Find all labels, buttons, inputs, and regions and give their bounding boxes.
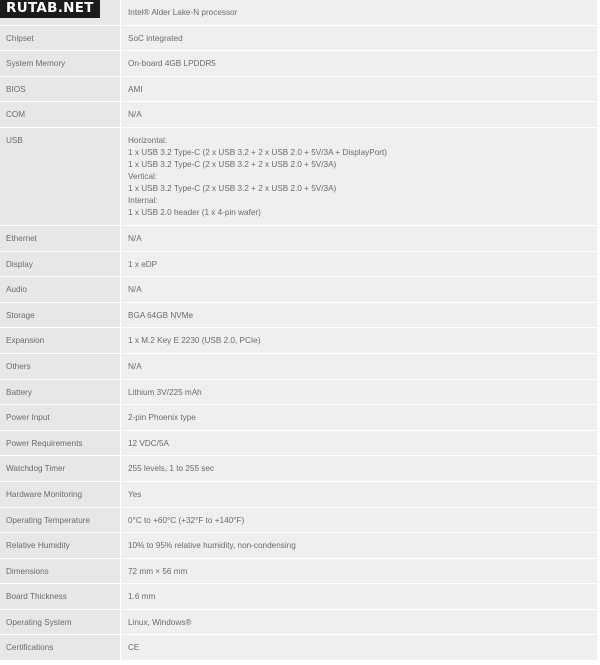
spec-value-line: N/A <box>128 110 142 120</box>
spec-value <box>121 77 598 103</box>
spec-label: Hardware Monitoring <box>0 482 121 508</box>
spec-value-line: Horizontal: <box>128 135 168 145</box>
spec-value <box>121 26 598 52</box>
spec-value <box>121 303 598 329</box>
spec-value-line: 1 x USB 2.0 header (1 x 4-pin wafer) <box>128 207 261 217</box>
spec-label: COM <box>0 102 121 128</box>
spec-label: Storage <box>0 303 121 329</box>
spec-row <box>0 26 598 52</box>
spec-label: System Memory <box>0 51 121 77</box>
spec-label: Battery <box>0 380 121 406</box>
spec-value <box>121 610 598 636</box>
spec-value-line: 0°C to +60°C (+32°F to +140°F) <box>128 515 245 525</box>
spec-value <box>121 482 598 508</box>
spec-value-line: Linux, Windows® <box>128 617 192 627</box>
spec-value <box>121 456 598 482</box>
spec-row <box>0 128 598 226</box>
spec-value <box>121 508 598 534</box>
spec-label: Expansion <box>0 328 121 354</box>
spec-row <box>0 584 598 610</box>
spec-value-line: Internal: <box>128 195 158 205</box>
spec-value <box>121 277 598 303</box>
spec-value-line: Yes <box>128 489 142 499</box>
spec-row <box>0 482 598 508</box>
spec-label: Power Requirements <box>0 431 121 457</box>
spec-row <box>0 303 598 329</box>
spec-row <box>0 508 598 534</box>
spec-label: Relative Humidity <box>0 533 121 559</box>
spec-value <box>121 128 598 226</box>
spec-label: Dimensions <box>0 559 121 585</box>
spec-value-line: 10% to 95% relative humidity, non-condensing <box>128 541 296 551</box>
spec-value-line: 1 x USB 3.2 Type-C (2 x USB 3.2 + 2 x USB 2.0 + 5V/3A + DisplayPort) <box>128 147 388 157</box>
spec-value-line: N/A <box>128 361 142 371</box>
spec-value-line: SoC integrated <box>128 33 183 43</box>
spec-value-line: BGA 64GB NVMe <box>128 310 194 320</box>
spec-row <box>0 610 598 636</box>
spec-value-line: AMI <box>128 84 143 94</box>
spec-value-line: N/A <box>128 233 142 243</box>
spec-row <box>0 431 598 457</box>
spec-value <box>121 0 598 26</box>
spec-row <box>0 102 598 128</box>
spec-label: BIOS <box>0 77 121 103</box>
spec-value <box>121 102 598 128</box>
spec-value-line: On-board 4GB LPDDR5 <box>128 59 216 69</box>
spec-value <box>121 252 598 278</box>
spec-label: USB <box>0 128 121 226</box>
spec-label: Ethernet <box>0 226 121 252</box>
spec-value-line: 1.6 mm <box>128 592 156 602</box>
spec-value <box>121 584 598 610</box>
spec-value <box>121 380 598 406</box>
spec-row <box>0 328 598 354</box>
spec-row <box>0 252 598 278</box>
spec-value <box>121 328 598 354</box>
spec-label: Certifications <box>0 635 121 661</box>
spec-row <box>0 559 598 585</box>
spec-value-line: 1 x M.2 Key E 2230 (USB 2.0, PCIe) <box>128 336 261 346</box>
spec-label: Power Input <box>0 405 121 431</box>
spec-row <box>0 226 598 252</box>
spec-row <box>0 277 598 303</box>
spec-value-line: 1 x eDP <box>128 259 158 269</box>
spec-value-line: Vertical: <box>128 171 158 181</box>
spec-label: Display <box>0 252 121 278</box>
spec-value <box>121 635 598 661</box>
spec-value-line: N/A <box>128 285 142 295</box>
spec-row <box>0 635 598 661</box>
spec-row <box>0 533 598 559</box>
spec-value-line: 2-pin Phoenix type <box>128 413 196 423</box>
spec-value <box>121 354 598 380</box>
spec-value <box>121 51 598 77</box>
spec-value <box>121 533 598 559</box>
spec-row <box>0 405 598 431</box>
spec-label: Watchdog Timer <box>0 456 121 482</box>
spec-value-line: 1 x USB 3.2 Type-C (2 x USB 3.2 + 2 x USB 2.0 + 5V/3A) <box>128 183 337 193</box>
spec-row <box>0 354 598 380</box>
spec-row <box>0 51 598 77</box>
spec-value-line: Lithium 3V/225 mAh <box>128 387 202 397</box>
spec-label: Operating System <box>0 610 121 636</box>
spec-value-line: 72 mm × 56 mm <box>128 566 188 576</box>
spec-value-line: CE <box>128 643 140 653</box>
spec-value <box>121 431 598 457</box>
spec-label: Board Thickness <box>0 584 121 610</box>
spec-value <box>121 405 598 431</box>
spec-value <box>121 559 598 585</box>
spec-label: Operating Temperature <box>0 508 121 534</box>
spec-label: Others <box>0 354 121 380</box>
spec-value-line: 1 x USB 3.2 Type-C (2 x USB 3.2 + 2 x USB 2.0 + 5V/3A) <box>128 159 337 169</box>
spec-value-line: 255 levels, 1 to 255 sec <box>128 464 215 474</box>
spec-row <box>0 380 598 406</box>
spec-row <box>0 456 598 482</box>
spec-value-line: Intel® Alder Lake-N processor <box>128 8 238 17</box>
spec-label: Chipset <box>0 26 121 52</box>
spec-row <box>0 77 598 103</box>
watermark-logo: RUTAB.NET <box>0 0 100 18</box>
spec-label: Audio <box>0 277 121 303</box>
spec-value-line: 12 VDC/5A <box>128 438 169 448</box>
spec-value <box>121 226 598 252</box>
